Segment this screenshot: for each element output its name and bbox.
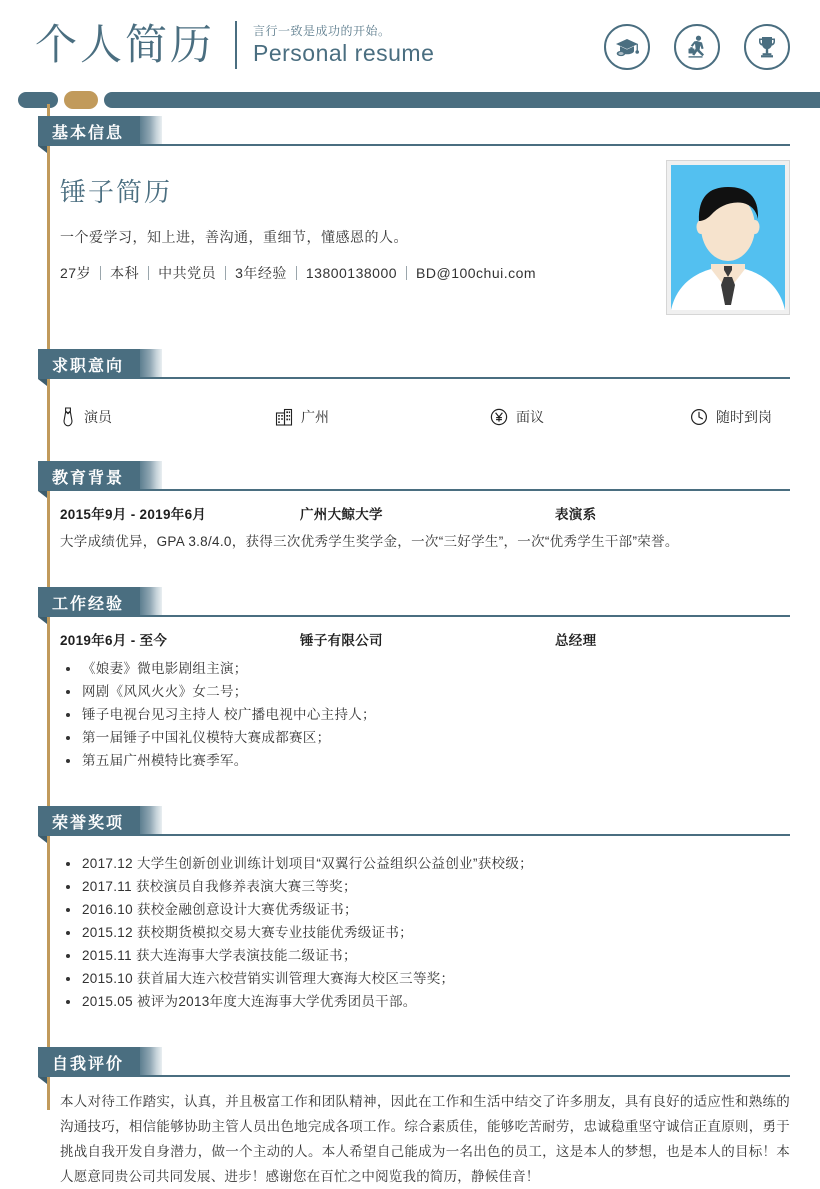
person-tagline: 一个爱学习，知上进，善沟通，重细节，懂感恩的人。 [60, 229, 408, 245]
honors-list [60, 852, 790, 1013]
education-date: 2015年9月 - 2019年6月 [60, 507, 207, 522]
meta-separator [100, 266, 101, 280]
section-self-evaluation [0, 1047, 820, 1189]
header-title-block [35, 18, 434, 72]
section-body-honors [60, 836, 790, 1013]
meta-separator [296, 266, 297, 280]
section-title-evaluation: 自我评价 [38, 1047, 140, 1077]
list-item: 第五届广州模特比赛季军。 [82, 749, 790, 772]
header-icon-group [604, 24, 790, 70]
list-item: 第一届锤子中国礼仪模特大赛成都赛区； [82, 726, 790, 749]
work-date: 2019年6月 - 至今 [60, 633, 168, 648]
graduation-cap-icon [604, 24, 650, 70]
necktie-icon [60, 407, 76, 427]
section-body-intent [60, 379, 790, 427]
section-tab-notch [38, 1077, 47, 1084]
person-meta-list [60, 263, 536, 283]
intent-city [275, 407, 490, 427]
section-tab-fade [140, 806, 162, 836]
list-item: 《娘妻》微电影剧组主演； [82, 657, 790, 680]
section-rule [85, 377, 790, 379]
section-rule [85, 615, 790, 617]
meta-separator [225, 266, 226, 280]
section-tab-notch [38, 146, 47, 153]
list-item: 网剧《风风火火》女二号； [82, 680, 790, 703]
meta-separator [148, 266, 149, 280]
section-rule [85, 834, 790, 836]
decor-pill-left [18, 92, 58, 108]
meta-experience: 3年经验 [235, 265, 287, 281]
avatar [666, 160, 790, 315]
section-tab-fade [140, 1047, 162, 1077]
intent-availability-label: 随时到岗 [716, 409, 772, 425]
intent-city-label: 广州 [301, 409, 329, 425]
section-body-evaluation [60, 1077, 790, 1189]
section-honors [0, 806, 820, 1013]
section-body-education [60, 491, 790, 553]
list-item: 2015.10 获首届大连六校营销实训管理大赛海大校区三等奖； [82, 967, 790, 990]
section-header-honors [38, 806, 820, 836]
section-header-work [38, 587, 820, 617]
section-header-basic [38, 116, 820, 146]
section-tab-fade [140, 116, 162, 146]
list-item: 锤子电视台见习主持人 校广播电视中心主持人； [82, 703, 790, 726]
meta-political: 中共党员 [158, 265, 217, 281]
section-basic-info [0, 116, 820, 315]
section-education [0, 461, 820, 553]
list-item: 2016.10 获校金融创意设计大赛优秀级证书； [82, 898, 790, 921]
title-divider [235, 21, 237, 69]
work-bullet-list [60, 657, 790, 772]
meta-separator [406, 266, 407, 280]
header-title-en: Personal resume [253, 40, 435, 66]
page-header [0, 0, 820, 90]
section-tab-notch [38, 491, 47, 498]
work-entry [60, 629, 790, 772]
intent-position-label: 演员 [84, 409, 112, 425]
education-description: 大学成绩优异，GPA 3.8/4.0，获得三次优秀学生奖学金，一次“三好学生”，一次“优秀学生干部”荣誉。 [60, 534, 679, 549]
yen-circle-icon [490, 408, 508, 426]
education-major: 表演系 [555, 507, 597, 522]
building-icon [275, 408, 293, 426]
trophy-icon [744, 24, 790, 70]
meta-age: 27岁 [60, 265, 92, 281]
self-evaluation-text: 本人对待工作踏实，认真，并且极富工作和团队精神，因此在工作和生活中结交了许多朋友，具有良好的适应性和熟练的沟通技巧，相信能够协助主管人员出色地完成各项工作。综合素质佳，能够吃苦耐劳，忠诚稳重坚守诚信正直原则，勇于挑战自我开发自身潜力，做一个主动的人。本人希望自己能成为一名出色的员工，这是本人的梦想，也是本人的目标！本人愿意同贵公司共同发展、进步！感谢您在百忙之中阅览我的简历，静候佳音！ [60, 1094, 790, 1184]
intent-salary-label: 面议 [516, 409, 544, 425]
education-school: 广州大鲸大学 [300, 507, 383, 522]
list-item: 2017.11 获校演员自我修养表演大赛三等奖； [82, 875, 790, 898]
section-rule [85, 144, 790, 146]
section-header-education [38, 461, 820, 491]
section-tab-fade [140, 587, 162, 617]
list-item: 2015.11 获大连海事大学表演技能二级证书； [82, 944, 790, 967]
work-company: 锤子有限公司 [300, 633, 383, 648]
section-body-work [60, 617, 790, 772]
section-tab-notch [38, 379, 47, 386]
list-item: 2017.12 大学生创新创业训练计划项目“双翼行公益组织公益创业”获校级； [82, 852, 790, 875]
section-title-education: 教育背景 [38, 461, 140, 491]
header-subtitle-block [253, 23, 434, 67]
section-title-honors: 荣誉奖项 [38, 806, 140, 836]
section-title-intent: 求职意向 [38, 349, 140, 379]
list-item: 2015.12 获校期货模拟交易大赛专业技能优秀级证书； [82, 921, 790, 944]
intent-availability [690, 407, 772, 427]
section-tab-notch [38, 836, 47, 843]
person-name: 锤子简历 [60, 177, 173, 207]
meta-degree: 本科 [110, 265, 140, 281]
header-motto: 言行一致是成功的开始。 [253, 24, 391, 38]
section-header-intent [38, 349, 820, 379]
businessman-walking-icon [674, 24, 720, 70]
clock-icon [690, 408, 708, 426]
intent-position [60, 407, 275, 427]
meta-email: BD@100chui.com [416, 265, 537, 281]
section-title-work: 工作经验 [38, 587, 140, 617]
section-header-evaluation [38, 1047, 820, 1077]
education-entry [60, 503, 790, 553]
work-position: 总经理 [555, 633, 597, 648]
decor-pill-right [104, 92, 820, 108]
section-body-basic [60, 146, 790, 315]
page-title: 个人简历 [35, 21, 216, 68]
section-tab-fade [140, 349, 162, 379]
section-work-experience [0, 587, 820, 772]
intent-salary [490, 407, 690, 427]
section-rule [85, 489, 790, 491]
section-tab-fade [140, 461, 162, 491]
section-job-intent [0, 349, 820, 427]
list-item: 2015.05 被评为2013年度大连海事大学优秀团员干部。 [82, 990, 790, 1013]
basic-info-text [60, 158, 536, 283]
section-tab-notch [38, 617, 47, 624]
top-decor-bar [0, 92, 820, 108]
meta-phone: 13800138000 [305, 265, 398, 281]
section-title-basic: 基本信息 [38, 116, 140, 146]
decor-accent-oval [64, 91, 98, 109]
section-rule [85, 1075, 790, 1077]
